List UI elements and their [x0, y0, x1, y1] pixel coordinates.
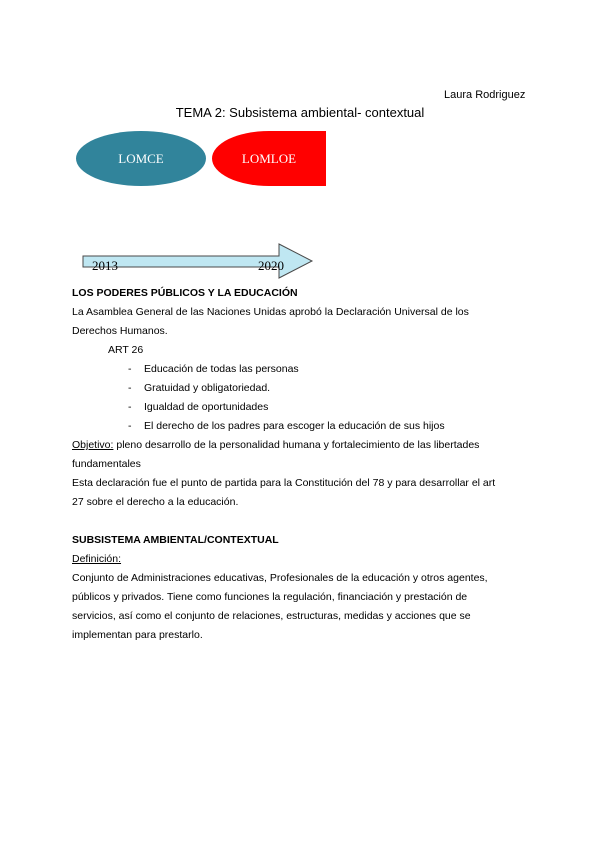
bullet-dash: -: [128, 401, 132, 413]
lomce-ellipse: [76, 131, 206, 186]
definition-line-4: implementan para prestarlo.: [72, 629, 203, 641]
lomce-label: LOMCE: [118, 150, 164, 166]
intro-line-1: La Asamblea General de las Naciones Unidas aprobó la Declaración Universal de los: [72, 306, 469, 318]
year-start: 2013: [92, 258, 118, 273]
bullet-item: Gratuidad y obligatoriedad.: [144, 382, 271, 394]
lomloe-ellipse: [212, 131, 326, 186]
bullet-dash: -: [128, 382, 132, 394]
bullet-item: El derecho de los padres para escoger la educación de sus hijos: [144, 420, 445, 432]
section2-heading: SUBSISTEMA AMBIENTAL/CONTEXTUAL: [72, 534, 279, 546]
intro-line-2: Derechos Humanos.: [72, 325, 168, 337]
objective-line-2: fundamentales: [72, 458, 141, 470]
bullet-item: Igualdad de oportunidades: [144, 401, 269, 413]
page-title: TEMA 2: Subsistema ambiental- contextual: [175, 105, 425, 120]
definition-line-2: públicos y privados. Tiene como funciones la regulación, financiación y prestación de: [72, 591, 468, 603]
author-name: Laura Rodriguez: [444, 89, 526, 101]
objective-line-1: [72, 436, 479, 455]
lomloe-label: LOMLOE: [241, 150, 297, 166]
bullet-dash: -: [128, 420, 132, 432]
definition-line-1: Conjunto de Administraciones educativas, Profesionales de la educación y otros agentes,: [72, 572, 488, 584]
objective-text: pleno desarrollo de la personalidad humana y fortalecimiento de las libertades: [113, 439, 480, 451]
definition-label: Definición:: [72, 553, 122, 565]
year-end: 2020: [258, 258, 284, 273]
section1-heading: LOS PODERES PÚBLICOS Y LA EDUCACIÓN: [72, 287, 298, 299]
timeline-arrow: [82, 243, 314, 279]
bullet-item: Educación de todas las personas: [144, 363, 299, 375]
objective-label: Objetivo:: [72, 439, 114, 451]
declaration-line-1: Esta declaración fue el punto de partida para la Constitución del 78 y para desarrollar el art: [72, 477, 496, 489]
declaration-line-2: 27 sobre el derecho a la educación.: [72, 496, 239, 508]
bullet-dash: -: [128, 363, 132, 375]
art-label: ART 26: [108, 344, 144, 356]
definition-line-3: servicios, así como el conjunto de relaciones, estructuras, medidas y acciones que se: [72, 610, 471, 622]
